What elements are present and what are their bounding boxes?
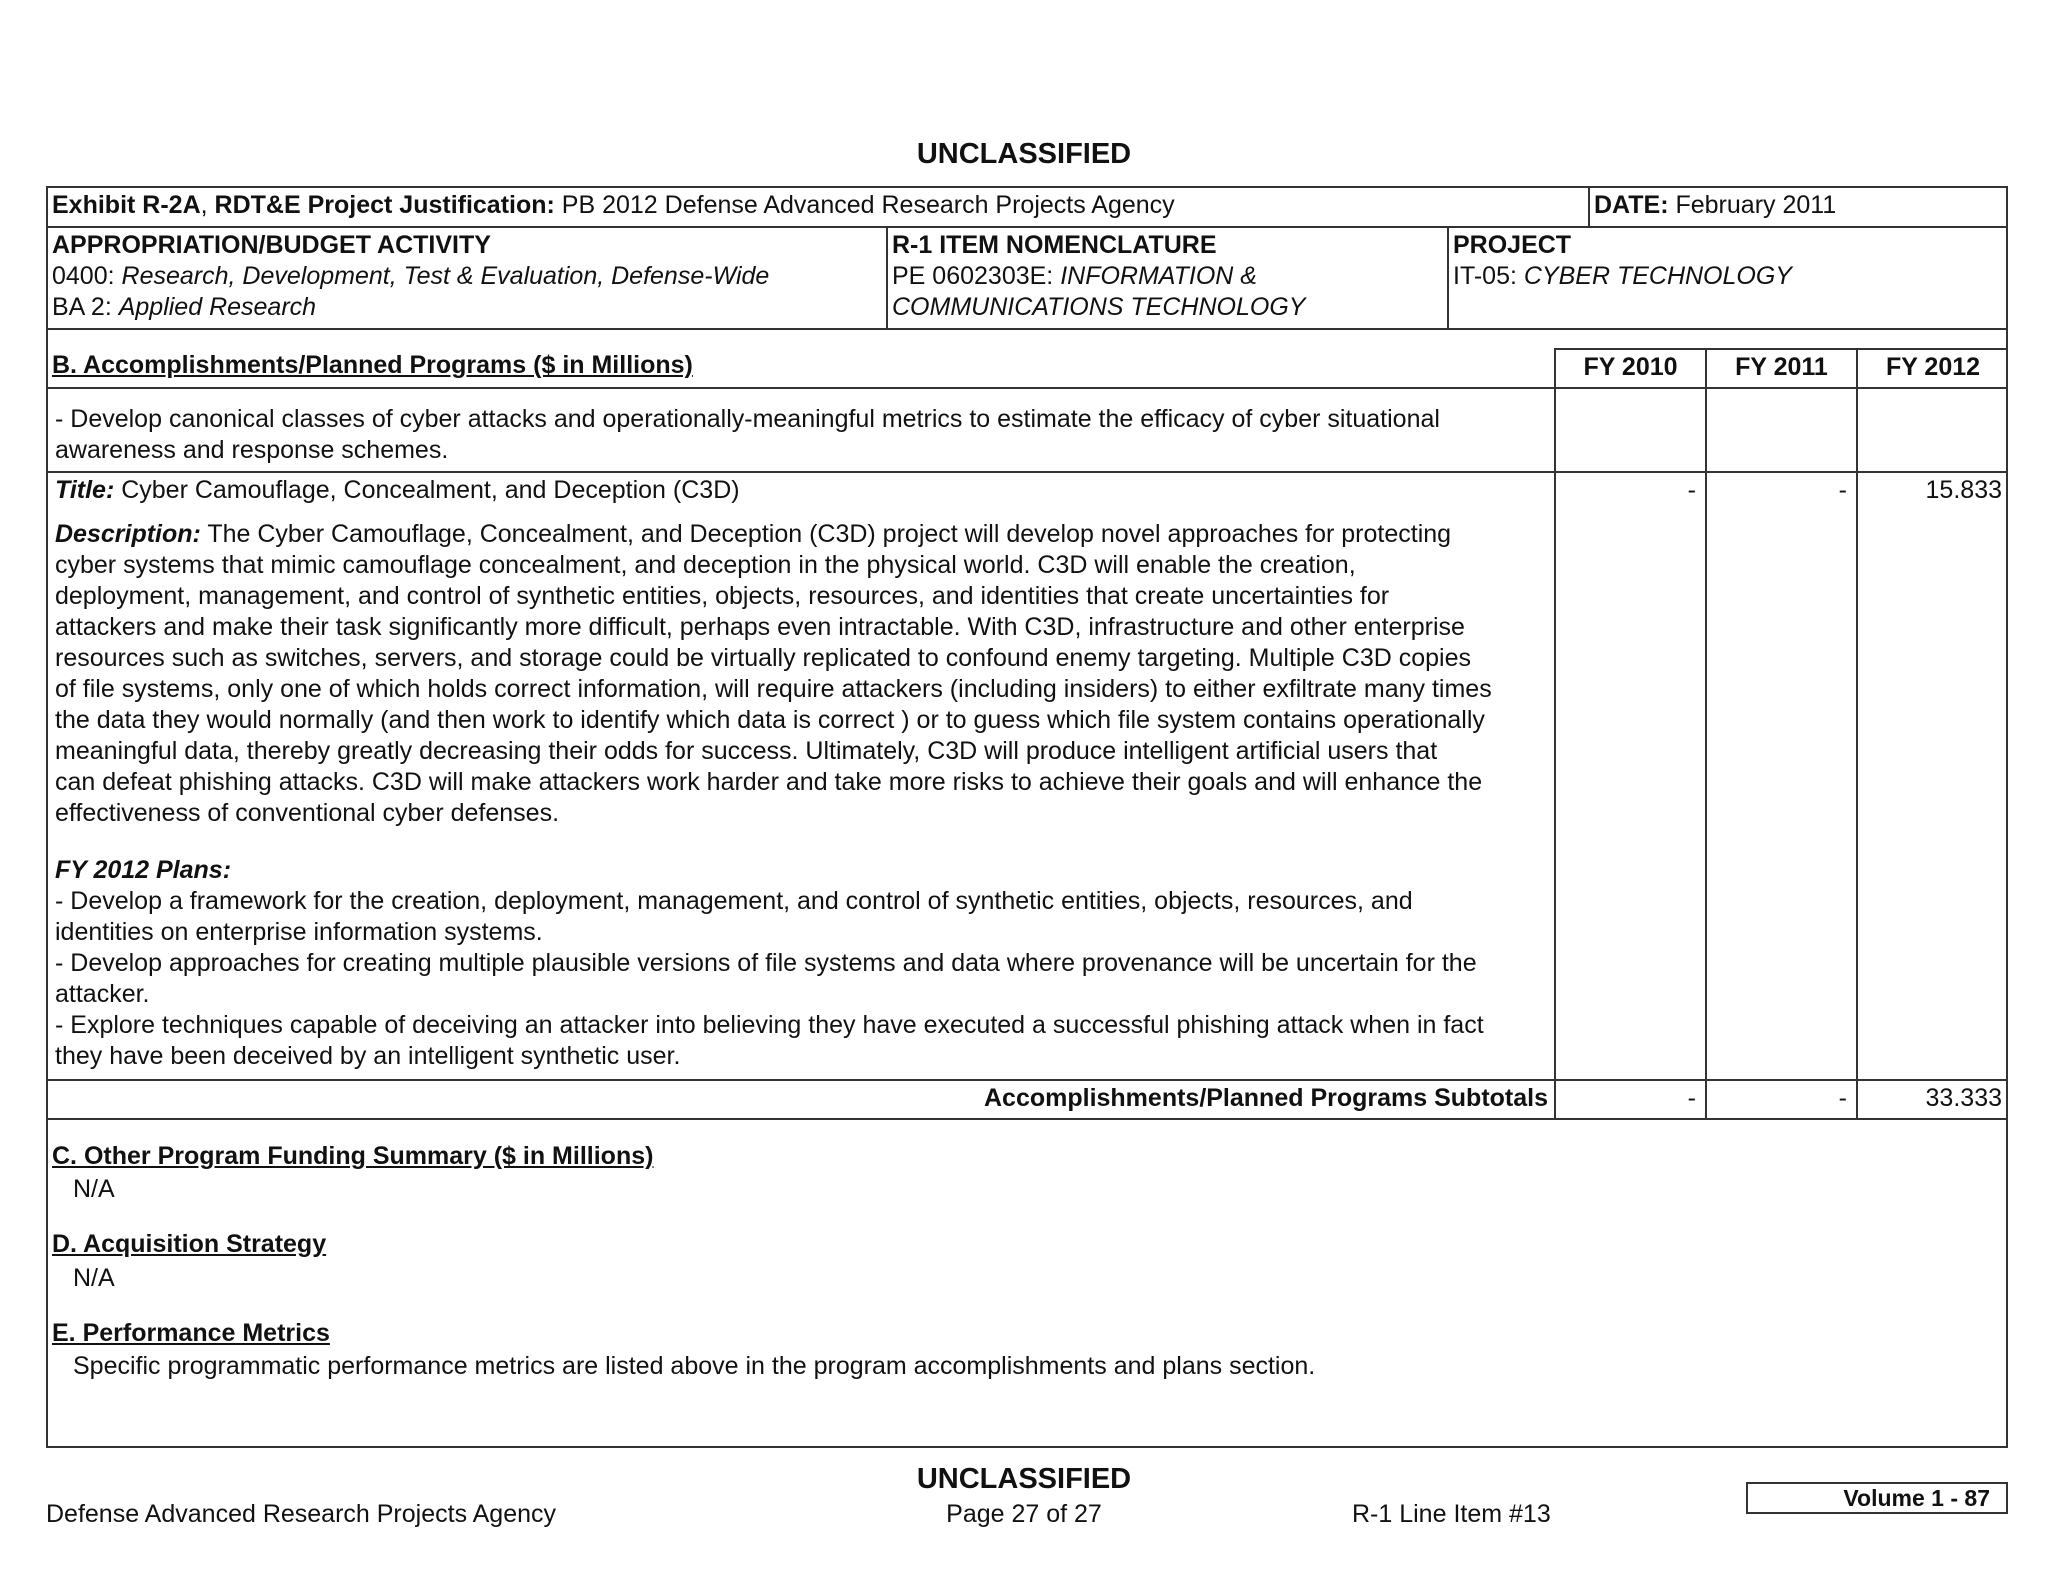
- value-fy2010: -: [1687, 476, 1696, 504]
- section-e-body: Specific programmatic performance metrics are listed above in the program accomplishments and plans section.: [73, 1352, 1316, 1380]
- project-name: CYBER TECHNOLOGY: [1523, 262, 1792, 290]
- divider: [1856, 348, 1858, 1118]
- section-d-body: N/A: [73, 1264, 115, 1292]
- r1-line: [892, 261, 1257, 292]
- text-line: attackers and make their task significantly more difficult, perhaps even intractable. With C3D, infrastructure and other enterprise: [55, 613, 1465, 641]
- subtotal-fy2010: -: [1687, 1084, 1696, 1112]
- divider: [1588, 186, 1590, 226]
- appropriation-name: Research, Development, Test & Evaluation, Defense-Wide: [121, 262, 770, 290]
- description-text: [55, 519, 1492, 829]
- project-line: [1453, 261, 1792, 292]
- divider: [46, 471, 2008, 473]
- ba-code: BA 2:: [52, 293, 119, 321]
- text-line: - Explore techniques capable of deceiving an attacker into believing they have executed a successful phishing attack when in fact: [55, 1011, 1484, 1039]
- project-label: PROJECT: [1453, 231, 1572, 259]
- title-value: Cyber Camouflage, Concealment, and Deception (C3D): [114, 476, 740, 504]
- r1-name-cont: COMMUNICATIONS TECHNOLOGY: [892, 293, 1306, 321]
- footer-agency: Defense Advanced Research Projects Agency: [46, 1500, 557, 1528]
- carryover-text: [55, 404, 1440, 466]
- section-c-body: N/A: [73, 1175, 115, 1203]
- r1-name: INFORMATION &: [1060, 262, 1257, 290]
- text-line: meaningful data, thereby greatly decreasing their odds for success. Ultimately, C3D will produce intelligent artificial users that: [55, 737, 1438, 765]
- fy-header-2010: FY 2010: [1583, 353, 1678, 381]
- divider: [886, 226, 888, 328]
- text-line: effectiveness of conventional cyber defenses.: [55, 799, 560, 827]
- text-line: they have been deceived by an intelligent synthetic user.: [55, 1042, 681, 1070]
- divider: [46, 1079, 2008, 1081]
- budget-activity-line: [52, 292, 316, 323]
- r1-label: R-1 ITEM NOMENCLATURE: [892, 231, 1217, 259]
- volume-box: Volume 1 - 87: [1746, 1482, 2008, 1514]
- classification-top: UNCLASSIFIED: [916, 138, 1132, 170]
- plans-label: FY 2012 Plans:: [55, 856, 232, 884]
- text-line: resources such as switches, servers, and storage could be virtually replicated to confound enemy targeting. Multiple C3D copies: [55, 644, 1471, 672]
- divider: [1554, 348, 2008, 350]
- exhibit-sep: ,: [200, 191, 215, 219]
- divider: [46, 387, 2008, 389]
- fy-header-2012: FY 2012: [1885, 353, 1981, 381]
- title-label: Title:: [55, 476, 115, 504]
- section-e-heading: E. Performance Metrics: [52, 1319, 330, 1347]
- text-line: deployment, management, and control of synthetic entities, objects, resources, and identities that create uncertainties for: [55, 582, 1390, 610]
- section-d-heading: D. Acquisition Strategy: [52, 1230, 327, 1258]
- description-label: Description:: [55, 520, 201, 548]
- exhibit-line: [52, 190, 1175, 221]
- program-title: [55, 475, 740, 506]
- text-line: the data they would normally (and then work to identify which data is correct ) or to guess which file system contains operationally: [55, 706, 1485, 734]
- subtotal-label: Accomplishments/Planned Programs Subtotals: [983, 1084, 1548, 1112]
- text-line: attacker.: [55, 980, 150, 1008]
- subtotal-fy2012: 33.333: [1925, 1084, 2002, 1112]
- footer-line-item: R-1 Line Item #13: [1352, 1500, 1551, 1528]
- classification-bottom: UNCLASSIFIED: [916, 1463, 1132, 1495]
- appropriation-code: 0400:: [52, 262, 122, 290]
- date-line: [1594, 190, 1836, 221]
- appropriation-label: APPROPRIATION/BUDGET ACTIVITY: [52, 231, 491, 259]
- exhibit-type: RDT&E Project Justification:: [214, 191, 555, 219]
- subtotal-fy2011: -: [1838, 1084, 1847, 1112]
- text-line: awareness and response schemes.: [55, 436, 449, 464]
- divider: [1447, 226, 1449, 328]
- date-label: DATE:: [1594, 191, 1669, 219]
- text-line: - Develop canonical classes of cyber attacks and operationally-meaningful metrics to estimate the efficacy of cyber situational: [55, 405, 1440, 433]
- text-line: can defeat phishing attacks. C3D will make attackers work harder and take more risks to achieve their goals and will enhance the: [55, 768, 1483, 796]
- plans-text: [55, 855, 1484, 1072]
- description-line: The Cyber Camouflage, Concealment, and Deception (C3D) project will develop novel approaches for protecting: [200, 520, 1452, 548]
- ba-name: Applied Research: [118, 293, 317, 321]
- divider: [1554, 348, 1556, 1118]
- section-c-heading: C. Other Program Funding Summary ($ in Millions): [52, 1142, 654, 1170]
- exhibit-value: PB 2012 Defense Advanced Research Projects Agency: [554, 191, 1175, 219]
- footer-page: Page 27 of 27: [946, 1500, 1102, 1528]
- r1-code: PE 0602303E:: [892, 262, 1061, 290]
- text-line: of file systems, only one of which holds correct information, will require attackers (including insiders) to either exfiltrate many times: [55, 675, 1492, 703]
- section-b-heading: B. Accomplishments/Planned Programs ($ in Millions): [52, 351, 693, 379]
- project-code: IT-05:: [1453, 262, 1524, 290]
- value-fy2012: 15.833: [1925, 476, 2002, 504]
- divider: [1705, 348, 1707, 1118]
- divider: [46, 1118, 2008, 1120]
- text-line: identities on enterprise information systems.: [55, 918, 543, 946]
- date-value: February 2011: [1668, 191, 1837, 219]
- divider: [46, 226, 2008, 228]
- text-line: [55, 519, 1492, 550]
- text-line: cyber systems that mimic camouflage concealment, and deception in the physical world. C3D will enable the creation,: [55, 551, 1356, 579]
- text-line: - Develop a framework for the creation, deployment, management, and control of synthetic entities, objects, resources, and: [55, 887, 1413, 915]
- divider: [1447, 328, 2008, 330]
- value-fy2011: -: [1838, 476, 1847, 504]
- text-line: - Develop approaches for creating multiple plausible versions of file systems and data where provenance will be uncertain for the: [55, 949, 1477, 977]
- exhibit-label: Exhibit R-2A: [52, 191, 201, 219]
- appropriation-line: [52, 261, 769, 292]
- fy-header-2011: FY 2011: [1735, 353, 1828, 381]
- divider: [46, 328, 1447, 330]
